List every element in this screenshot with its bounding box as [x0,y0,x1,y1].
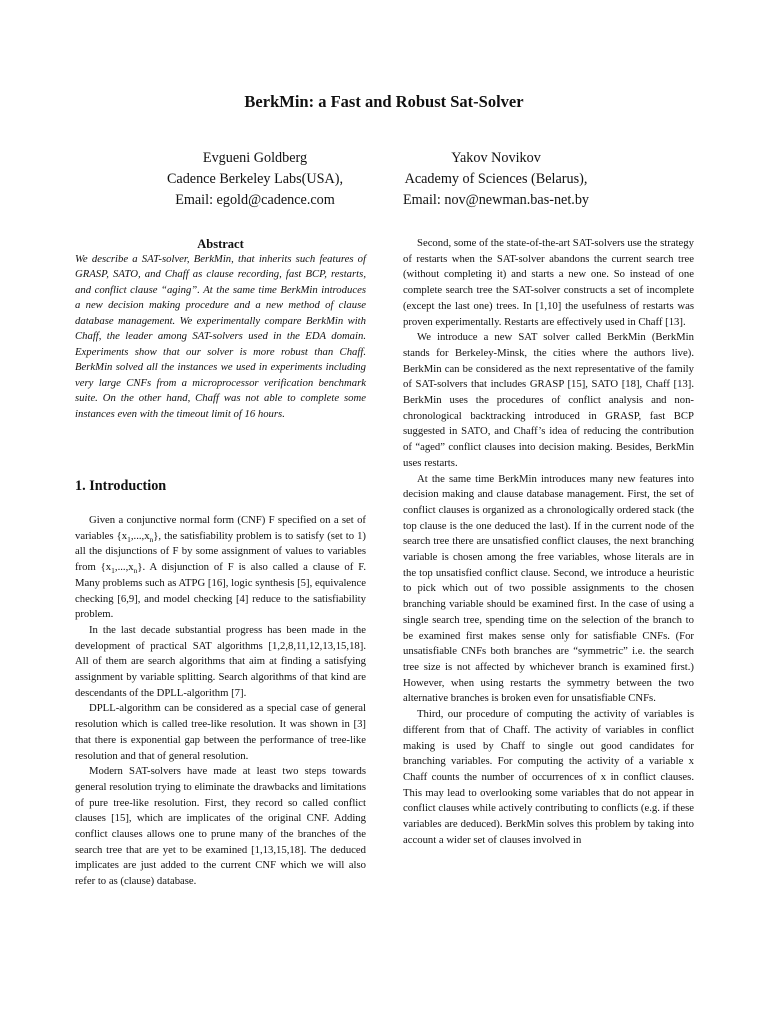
paragraph: Third, our procedure of computing the activity of variables is different from that of Chaff. The activity of variables in conflict making is used by Chaff to single out good candidates for branching variables. For computing the activity of a variable x Chaff counts the number of occurrences of x in conflict clauses. This may lead to overlooking some variables that do not appear in conflict clauses while actively contributing to conflicts (e.g. if these variables are deduced). BerkMin solves this problem by taking into account a wider set of clauses involved in [403,708,694,846]
paragraph: At the same time BerkMin introduces many new features into decision making and clause database management. First, the set of conflict clauses is organized as a chronologically ordered stack (the top clause is the one deduced the last). If in the current node of the search tree there are unsatisfied conflict clauses, the next branching variable is chosen among the free variables, whose literals are in the top unsatisfied conflict clause. Second, we introduce a heuristic to pick which out of two possible assignments to the chosen branching variable should be examined first. In the case of using a single search tree, spending time on the selection of the branch to be examined first makes sense only for satisfiable CNFs. (For unsatisfiable CNFs both branches are “symmetric” i.e. the search tree size is not affected by whichever branch is examined first.) However, when using restarts the symmetry between the two alternative branches is broken even for unsatisfiable CNFs. [403,472,694,705]
author-name: Yakov Novikov [451,150,541,166]
abstract-heading: Abstract [197,237,244,251]
author-email: Email: nov@newman.bas-net.by [402,192,590,208]
paragraph: We introduce a new SAT solver called BerkMin (BerkMin stands for Berkeley-Minsk, the cities where the authors live). BerkMin can be considered as the next representative of the family of SAT-solvers that includes GRASP [15], SATO [18], Chaff [13]. BerkMin uses the procedures of conflict analysis and non-chronological backtracking introduced in GRASP, fast BCP suggested in SATO, and Chaff’s idea of reducing the contribution of “aged” conflict clauses into decision making. Besides, BerkMin uses restarts. [403,331,694,469]
author-affiliation: Cadence Berkeley Labs(USA), [166,171,344,187]
section-heading-introduction: 1. Introduction [75,478,167,494]
author-name: Evgueni Goldberg [202,150,308,166]
author-block-goldberg [130,148,380,211]
introduction-body-left [75,513,366,890]
author-affiliation: Academy of Sciences (Belarus), [404,171,588,187]
abstract-text: We describe a SAT-solver, BerkMin, that inherits such features of GRASP, SATO, and Chaff as clause recording, fast BCP, restarts, and conflict clause “aging”. At the same time BerkMin introduces a new decision making procedure and a new method of clause database management. We experimentally compare BerkMin with Chaff, the leader among SAT-solvers used in the EDA domain. Experiments show that our solver is more robust than Chaff. BerkMin solved all the instances we used in experiments including very large CNFs from a microprocessor verification benchmark suite. On the other hand, Chaff was not able to complete some instances even with the timeout limit of 16 hours. [75,253,366,420]
paragraph: Given a conjunctive normal form (CNF) F specified on a set of variables $\{x_1,...,x_n\}$, the satisfiability problem is to satisfy (set to 1) all the disjunctions of F by some assignment of values to variables from $\{x_1,...,x_n\}$. A disjunction of F is also called a clause of F. Many problems such as ATPG [16], logic synthesis [5], equivalence checking [6,9], and model checking [4] reduce to the satisfiability problem. [75,514,366,621]
paragraph: Second, some of the state-of-the-art SAT-solvers use the strategy of restarts when the SAT-solver abandons the current search tree (without completing it) and starts a new one. So instead of one complete search tree the SAT-solver constructs a set of incomplete (except the last one) trees. In [1,10] the usefulness of restarts was proven experimentally. Restarts are effectively used in Chaff [13]. [403,237,694,328]
paragraph: In the last decade substantial progress has been made in the development of practical SAT algorithms [1,2,8,11,12,13,15,18]. All of them are search algorithms that aim at finding a satisfying assignment by variable splitting. Search algorithms of that kind are descendants of the DPLL-algorithm [7]. [75,623,366,699]
author-email: Email: egold@cadence.com [175,192,335,208]
paragraph: DPLL-algorithm can be considered as a special case of general resolution which is called tree-like resolution. It was shown in [3] that there is exponential gap between the performance of tree-like resolution and that of general resolution. [75,702,366,762]
author-block-novikov [376,148,616,211]
introduction-body-right [403,236,694,848]
paragraph: Modern SAT-solvers have made at least two steps towards general resolution trying to eliminate the drawbacks and limitations of pure tree-like resolution. First, they record so called conflict clauses [15], which are implicates of the original CNF. Adding conflict clauses allows one to prune many of the branches of the search tree that are yet to be examined [1,13,15,18]. The deduced implicates are just added to the current CNF which we will also refer to as (clause) database. [75,765,366,888]
paper-title: BerkMin: a Fast and Robust Sat-Solver [244,92,524,111]
